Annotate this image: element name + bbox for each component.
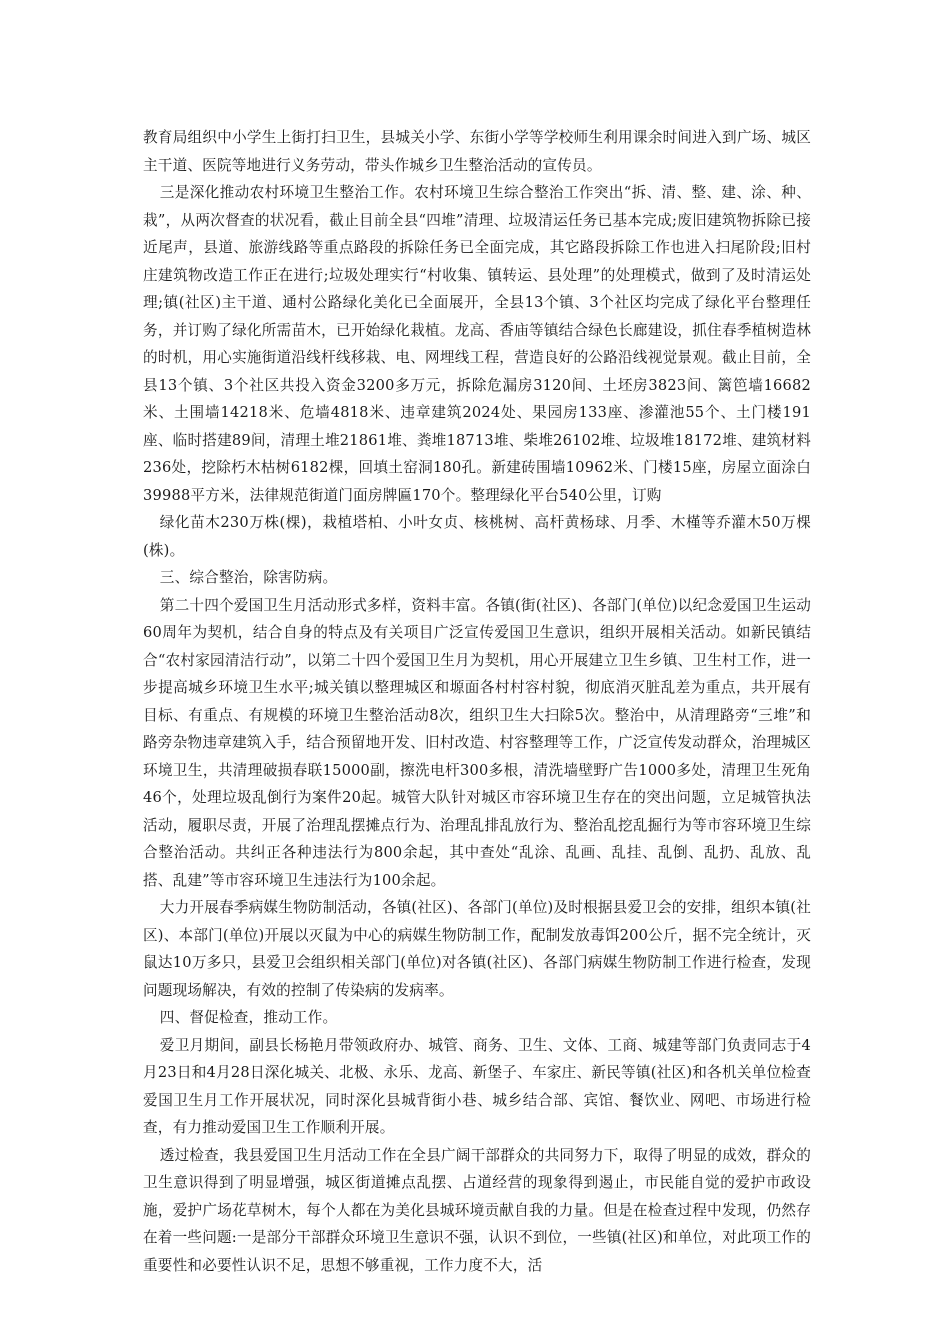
paragraph-3: 绿化苗木230万株(棵)，栽植塔柏、小叶女贞、核桃树、高杆黄杨球、月季、木槿等乔灌木50万棵(株)。	[143, 514, 811, 559]
paragraph-7: 透过检查，我县爱国卫生月活动工作在全县广阔干部群众的共同努力下，取得了明显的成效，群众的卫生意识得到了明显增强，城区街道摊点乱摆、占道经营的现象得到遏止，市民能自觉的爱护市政设施，爱护广场花草树木，每个人都在为美化县城环境贡献自我的力量。但是在检查过程中发现，仍然存在着一些问题:一是部分干部群众环境卫生意识不强，认识不到位，一些镇(社区)和单位，对此项工作的重要性和必要性认识不足，思想不够重视，工作力度不大，活	[143, 1146, 811, 1274]
paragraph-2: 三是深化推动农村环境卫生整治工作。农村环境卫生综合整治工作突出“拆、清、整、建、涂、种、栽”，从两次督查的状况看，截止目前全县“四堆”清理、垃圾清运任务已基本完成;废旧建筑物拆除已接近尾声，县道、旅游线路等重点路段的拆除任务已全面完成，其它路段拆除工作也进入扫尾阶段;旧村庄建筑物改造工作正在进行;垃圾处理实行“村收集、镇转运、县处理”的处理模式，做到了及时清运处理;镇(社区)主干道、通村公路绿化美化已全面展开，全县13个镇、3个社区均完成了绿化平台整理任务，并订购了绿化所需苗木，已开始绿化栽植。龙高、香庙等镇结合绿色长廊建设，抓住春季植树造林的时机，用心实施街道沿线杆线移栽、电、网埋线工程，营造良好的公路沿线视觉景观。截止目前，全县13个镇、3个社区共投入资金3200多万元，拆除危漏房3120间、土坯房3823间、篱笆墙16682米、土围墙14218米、危墙4818米、违章建筑2024处、果园房133座、渗灌池55个、土门楼191座、临时搭建89间，清理土堆21861堆、粪堆18713堆、柴堆26102堆、垃圾堆18172堆、建筑材料236处，挖除朽木枯树6182棵，回填土窑洞180孔。新建砖围墙10962米、门楼15座，房屋立面涂白39988平方米，法律规范街道门面房牌匾170个。整理绿化平台540公里，订购	[143, 184, 812, 504]
section-heading-3: 三、综合整治，除害防病。	[159, 569, 338, 586]
paragraph-6: 爱卫月期间，副县长杨艳月带领政府办、城管、商务、卫生、文体、工商、城建等部门负责同志于4月23日和4月28日深化城关、北极、永乐、龙高、新堡子、车家庄、新民等镇(社区)和各机关单位检查爱国卫生月工作开展状况，同时深化县城背街小巷、城乡结合部、宾馆、餐饮业、网吧、市场进行检查，有力推动爱国卫生工作顺利开展。	[143, 1036, 811, 1136]
section-heading-4: 四、督促检查，推动工作。	[159, 1009, 338, 1026]
paragraph-5: 大力开展春季病媒生物防制活动，各镇(社区)、各部门(单位)及时根据县爱卫会的安排，组织本镇(社区)、本部门(单位)开展以灭鼠为中心的病媒生物防制工作，配制发放毒饵200公斤，据不完全统计，灭鼠达10万多只，县爱卫会组织相关部门(单位)对各镇(社区)、各部门病媒生物防制工作进行检查，发现问题现场解决，有效的控制了传染病的发病率。	[143, 899, 811, 999]
paragraph-4: 第二十四个爱国卫生月活动形式多样，资料丰富。各镇(街(社区)、各部门(单位)以纪念爱国卫生运动60周年为契机，结合自身的特点及有关项目广泛宣传爱国卫生意识，组织开展相关活动。如新民镇结合“农村家园清洁行动”，以第二十四个爱国卫生月为契机，用心开展建立卫生乡镇、卫生村工作，进一步提高城乡环境卫生水平;城关镇以整理城区和塬面各村村容村貌，彻底消灭脏乱差为重点，共开展有目标、有重点、有规模的环境卫生整治活动8次，组织卫生大扫除5次。整治中，从清理路旁“三堆”和路旁杂物违章建筑入手，结合预留地开发、旧村改造、村容整理等工作，广泛宣传发动群众，治理城区环境卫生，共清理破损春联15000副，擦洗电杆300多根，清洗墙壁野广告1000多处，清理卫生死角46个，处理垃圾乱倒行为案件20起。城管大队针对城区市容环境卫生存在的突出问题，立足城管执法活动，履职尽责，开展了治理乱摆摊点行为、治理乱排乱放行为、整治乱挖乱掘行为等市容环境卫生综合整治活动。共纠正各种违法行为800余起，其中查处“乱涂、乱画、乱挂、乱倒、乱扔、乱放、乱搭、乱建”等市容环境卫生违法行为100余起。	[143, 596, 811, 889]
paragraph-1: 教育局组织中小学生上街打扫卫生，县城关小学、东街小学等学校师生利用课余时间进入到广场、城区主干道、医院等地进行义务劳动，带头作城乡卫生整治活动的宣传员。	[143, 129, 811, 174]
document-body	[143, 124, 811, 1279]
